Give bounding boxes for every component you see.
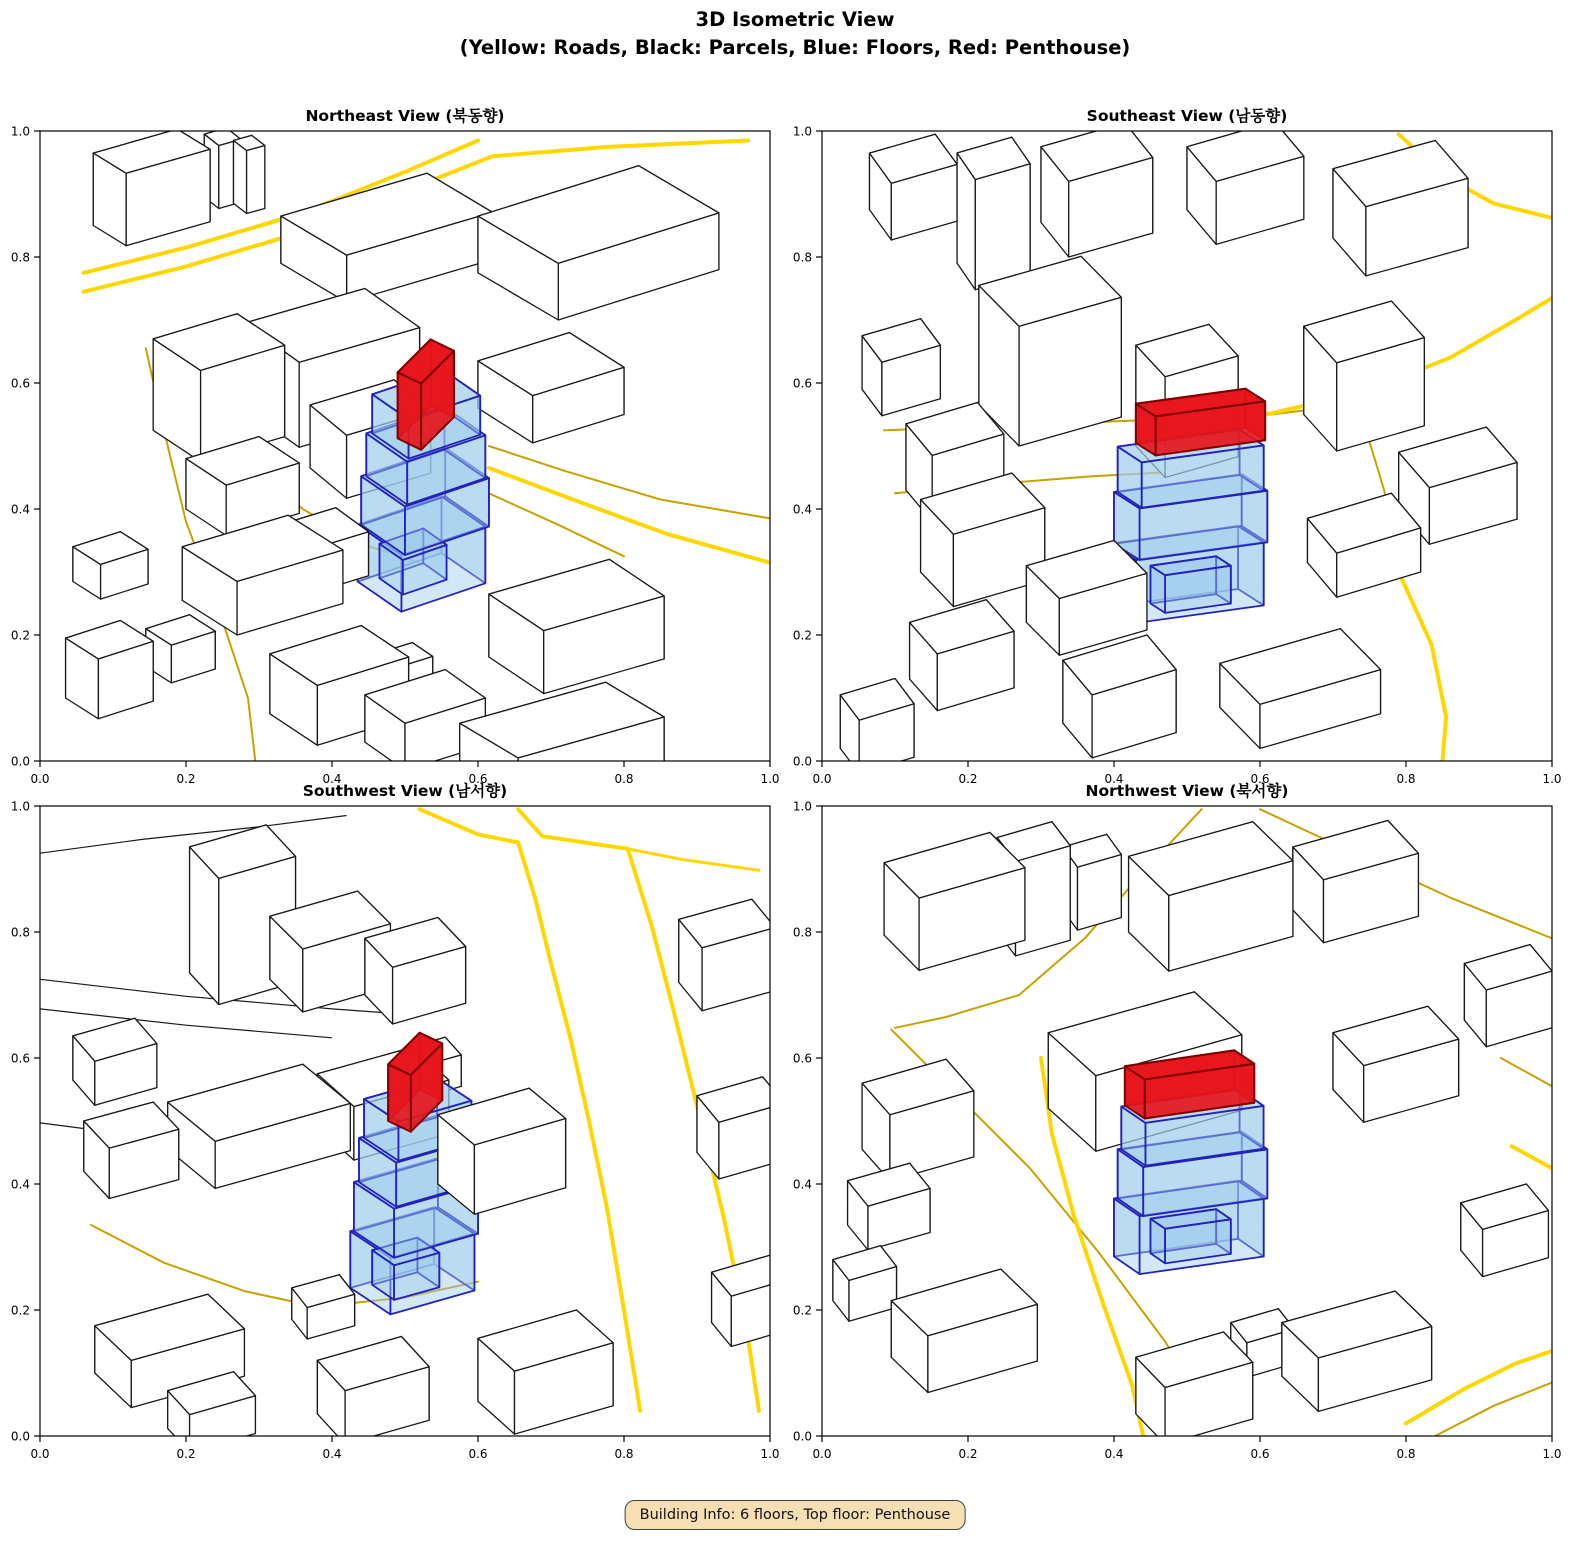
y-tick-label: 1.0 [792, 124, 812, 139]
y-tick-label: 1.0 [10, 124, 30, 139]
y-tick-label: 1.0 [10, 799, 30, 814]
y-tick-label: 0.0 [10, 1429, 30, 1444]
x-tick-label: 0.4 [1104, 1447, 1124, 1461]
y-tick-label: 0.6 [792, 1051, 812, 1066]
plot-area-northeast [10, 124, 780, 786]
parcel-side [770, 1255, 790, 1329]
x-tick-label: 0.4 [1104, 772, 1124, 786]
y-tick-label: 0.0 [792, 754, 812, 769]
y-tick-label: 0.2 [10, 1303, 30, 1318]
y-tick-label: 0.4 [10, 1177, 30, 1192]
y-tick-label: 0.2 [792, 628, 812, 643]
figure-title-line1: 3D Isometric View [695, 8, 895, 31]
subplot-southeast [792, 107, 1562, 786]
figure-title [0, 6, 1590, 61]
subplot-northwest [792, 782, 1562, 1461]
x-tick-label: 1.0 [1542, 1447, 1562, 1461]
y-tick-label: 0.6 [10, 1051, 30, 1066]
x-tick-label: 0.0 [812, 1447, 832, 1461]
parcel-side [975, 164, 1030, 290]
x-tick-label: 0.2 [176, 772, 196, 786]
subplot-title-northeast: Northeast View (북동향) [305, 107, 505, 125]
x-tick-label: 0.4 [322, 772, 342, 786]
x-tick-label: 0.6 [1250, 772, 1270, 786]
y-tick-label: 0.6 [10, 376, 30, 391]
y-tick-label: 0.8 [10, 250, 30, 265]
x-tick-label: 1.0 [760, 1447, 780, 1461]
subplot-title-southeast: Southeast View (남동향) [1086, 107, 1288, 125]
subplot-northeast [10, 107, 780, 786]
x-tick-label: 0.8 [1396, 772, 1416, 786]
x-tick-label: 0.6 [468, 1447, 488, 1461]
subplot-title-southwest: Southwest View (남서향) [302, 782, 508, 800]
y-tick-label: 0.4 [792, 1177, 812, 1192]
y-tick-label: 0.2 [792, 1303, 812, 1318]
x-tick-label: 0.0 [30, 772, 50, 786]
subplot-title-northwest: Northwest View (북서향) [1085, 782, 1289, 800]
plot-area-northwest [792, 799, 1562, 1461]
y-tick-label: 0.6 [792, 376, 812, 391]
y-tick-label: 0.4 [792, 502, 812, 517]
parcel-side [247, 146, 265, 214]
x-tick-label: 0.2 [958, 1447, 978, 1461]
y-tick-label: 0.8 [792, 925, 812, 940]
y-tick-label: 0.2 [10, 628, 30, 643]
subplot-southwest [10, 782, 780, 1461]
x-tick-label: 0.0 [30, 1447, 50, 1461]
parcel-side [234, 141, 247, 214]
x-tick-label: 0.8 [1396, 1447, 1416, 1461]
x-tick-label: 1.0 [1542, 772, 1562, 786]
y-tick-label: 0.0 [10, 754, 30, 769]
y-tick-label: 0.4 [10, 502, 30, 517]
y-tick-label: 0.8 [10, 925, 30, 940]
x-tick-label: 0.8 [614, 1447, 634, 1461]
y-tick-label: 0.0 [792, 1429, 812, 1444]
x-tick-label: 1.0 [760, 772, 780, 786]
plot-area-southeast [792, 124, 1562, 786]
x-tick-label: 0.4 [322, 1447, 342, 1461]
penthouse-side [398, 372, 421, 450]
x-tick-label: 0.8 [614, 772, 634, 786]
y-tick-label: 0.8 [792, 250, 812, 265]
x-tick-label: 0.0 [812, 772, 832, 786]
x-tick-label: 0.6 [1250, 1447, 1270, 1461]
y-tick-label: 1.0 [792, 799, 812, 814]
plot-area-southwest [10, 799, 780, 1461]
figure-title-line2: (Yellow: Roads, Black: Parcels, Blue: Floors, Red: Penthouse) [459, 35, 1131, 59]
x-tick-label: 0.2 [958, 772, 978, 786]
x-tick-label: 0.2 [176, 1447, 196, 1461]
building-info-badge: Building Info: 6 floors, Top floor: Penthouse [625, 1500, 966, 1530]
x-tick-label: 0.6 [468, 772, 488, 786]
